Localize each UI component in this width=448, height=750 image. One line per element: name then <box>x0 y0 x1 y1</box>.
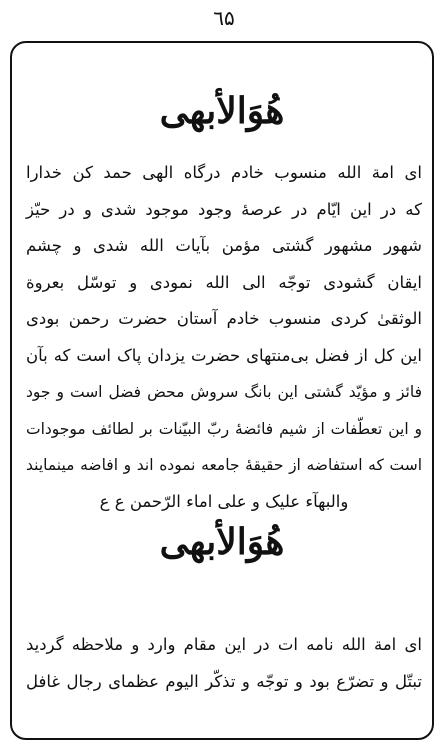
text-line: ای امة الله منسوب خادم درگاه الهی حمد کن خدارا <box>26 163 422 182</box>
text-line: است که استفاضه از حقیقهٔ جامعه نموده اند و افاضه مینمایند <box>26 456 422 474</box>
text-line: الوثقیٰ کردی منسوب خادم آستان حضرت رحمن بودی <box>26 309 422 328</box>
tablet-text-1 <box>26 155 422 520</box>
text-line: تبتّل و تضرّع بود و توجّه و تذکّر الیوم عظمای رجال غافل <box>26 671 422 691</box>
text-line: و این تعطّفات از شیم فائضهٔ ربّ البیّنات بر لطائف موجودات <box>26 419 422 438</box>
text-line: ای امة الله نامه ات در این مقام وارد و ملاحظه گردید <box>26 635 422 654</box>
page-number: ٦۵ <box>213 6 235 30</box>
text-line: ایقان گشودی توجّه الی الله نمودی و توسّل بعروة <box>26 272 422 292</box>
closing-line: والبهآء علیک و علی اماء الرّحمن ع ع <box>99 491 349 511</box>
text-line: شهور مشهور گشتی مؤمن بآیات الله شدی و چشم <box>26 236 422 255</box>
text-frame <box>10 41 434 740</box>
text-line: که در این ایّام در عرصهٔ وجود موجود شدی و در حیّز <box>26 199 422 219</box>
text-line: این کل از فضل بی‌منتهای حضرت یزدان پاک است که بآن <box>26 345 422 365</box>
invocation-heading-2: هُوَالأبهى <box>159 521 285 563</box>
tablet-text-2 <box>26 627 422 700</box>
invocation-heading: هُوَالأبهى <box>159 90 285 132</box>
text-line: فائز و مؤیّد گشتی این بانگ سروش محض فضل است و جود <box>26 383 422 401</box>
